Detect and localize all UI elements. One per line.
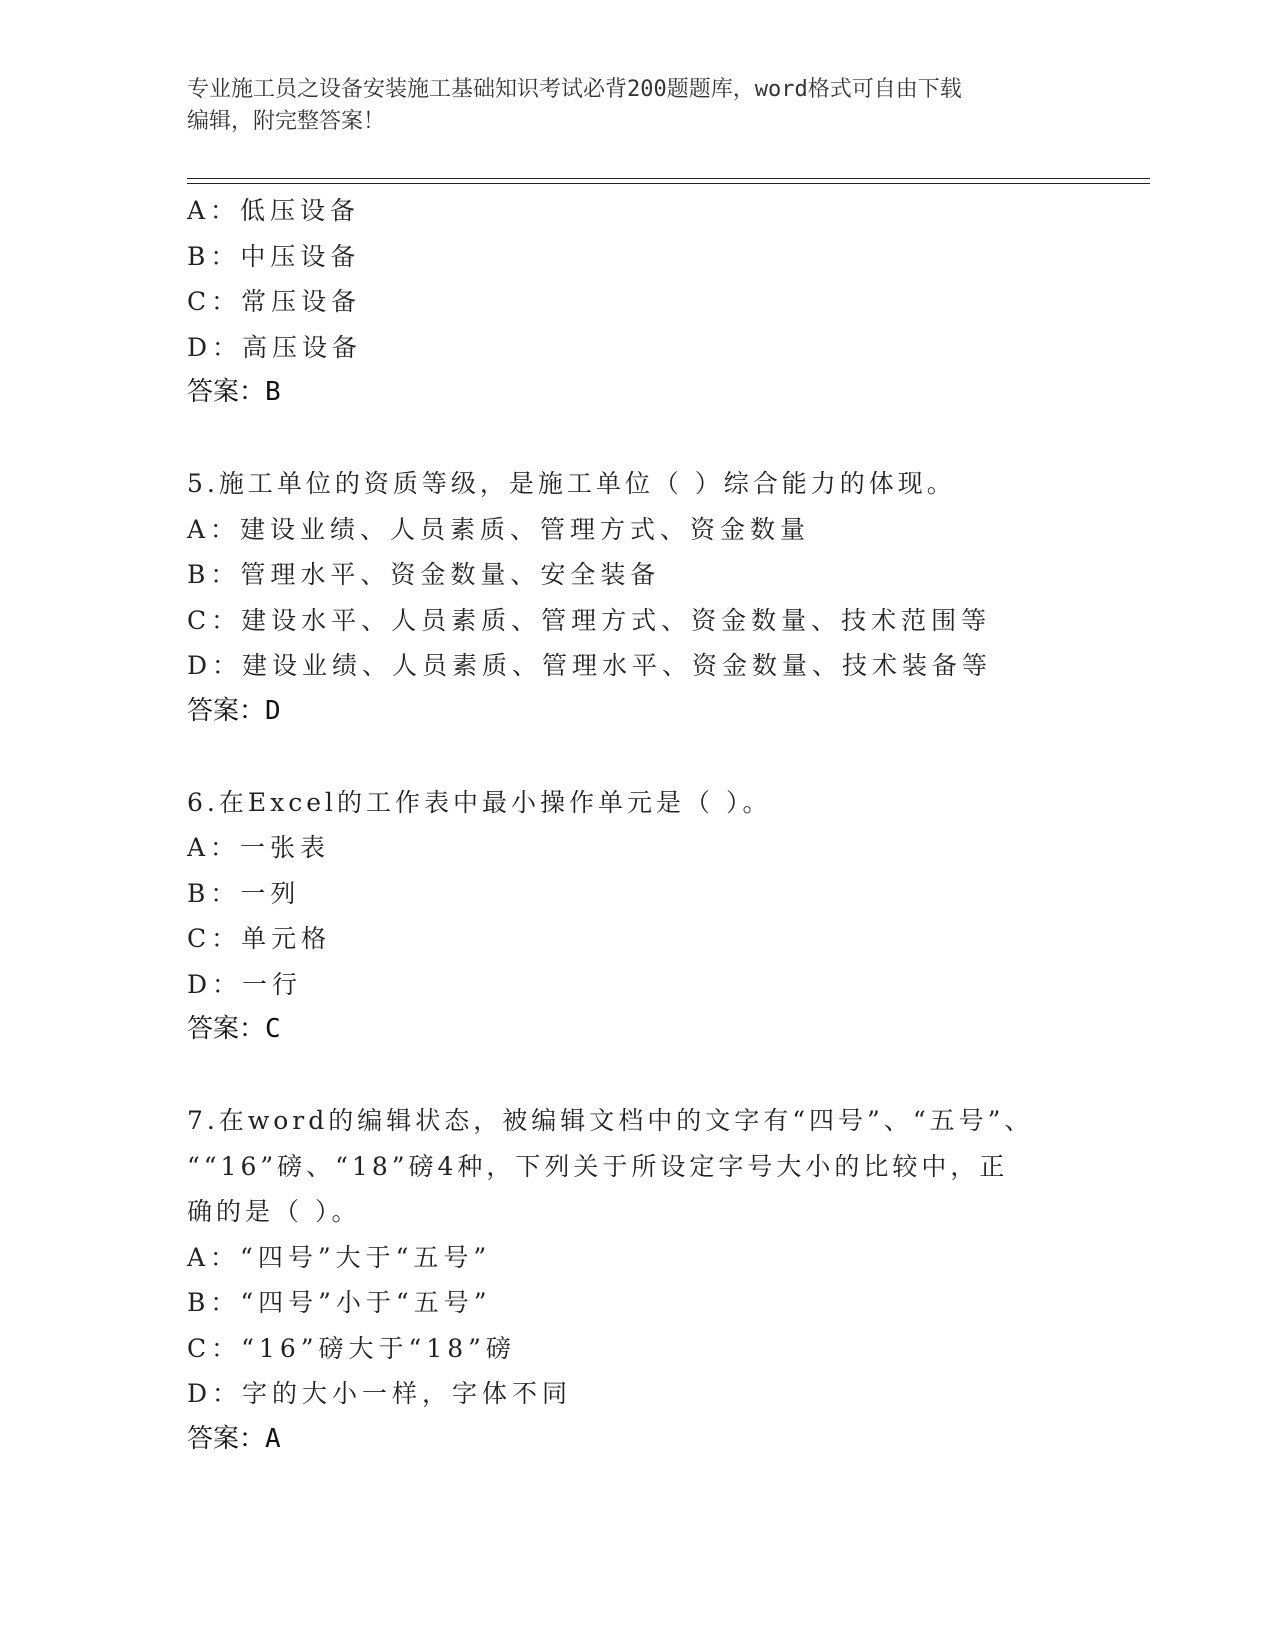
question-5 xyxy=(187,461,1087,734)
answer-line: 答案：D xyxy=(187,695,281,726)
header-rule-bottom xyxy=(187,183,1150,184)
question-4 xyxy=(187,188,1087,416)
question-6 xyxy=(187,780,1087,1053)
document-body xyxy=(187,188,1087,1462)
option-d: D：字的大小一样，字体不同 xyxy=(187,1379,573,1408)
spacer xyxy=(187,416,1087,462)
option-a: A：“四号”大于“五号” xyxy=(187,1242,492,1272)
header-title-line-2: 编辑，附完整答案！ xyxy=(187,109,386,134)
document-header xyxy=(187,74,1077,138)
question-stem-line-1: 7.在word的编辑状态，被编辑文档中的文字有“四号”、“五号”、 xyxy=(187,1106,1034,1135)
option-c: C：建设水平、人员素质、管理方式、资金数量、技术范围等 xyxy=(187,605,992,635)
option-c: C：“16”磅大于“18”磅 xyxy=(187,1333,516,1363)
option-b: B：中压设备 xyxy=(187,241,361,271)
option-b: B：“四号”小于“五号” xyxy=(187,1288,492,1317)
answer-line: 答案：C xyxy=(187,1014,281,1044)
question-stem: 6.在Excel的工作表中最小操作单元是（ ）。 xyxy=(187,787,772,817)
option-a: A：一张表 xyxy=(187,833,331,862)
answer-line: 答案：B xyxy=(187,377,281,407)
question-7 xyxy=(187,1098,1087,1462)
spacer xyxy=(187,1053,1087,1099)
question-stem-line-2: ““16”磅、“18”磅4种，下列关于所设定字号大小的比较中，正 xyxy=(187,1151,1009,1181)
option-a: A：低压设备 xyxy=(187,196,361,225)
option-d: D：高压设备 xyxy=(187,332,363,362)
header-title-line-1: 专业施工员之设备安装施工基础知识考试必背200题题库，word格式可自由下载 xyxy=(187,77,962,102)
question-stem-line-3: 确的是（ ）。 xyxy=(187,1197,361,1226)
option-a: A：建设业绩、人员素质、管理方式、资金数量 xyxy=(187,514,811,544)
spacer xyxy=(187,734,1087,780)
option-c: C：单元格 xyxy=(187,924,332,953)
option-c: C：常压设备 xyxy=(187,287,362,316)
option-d: D：建设业绩、人员素质、管理水平、资金数量、技术装备等 xyxy=(187,651,993,680)
option-b: B：一列 xyxy=(187,878,301,908)
question-stem: 5.施工单位的资质等级，是施工单位（ ）综合能力的体现。 xyxy=(187,469,956,498)
option-b: B：管理水平、资金数量、安全装备 xyxy=(187,560,661,589)
answer-line: 答案：A xyxy=(187,1423,281,1454)
option-d: D：一行 xyxy=(187,969,303,999)
header-rule-top xyxy=(187,178,1150,179)
